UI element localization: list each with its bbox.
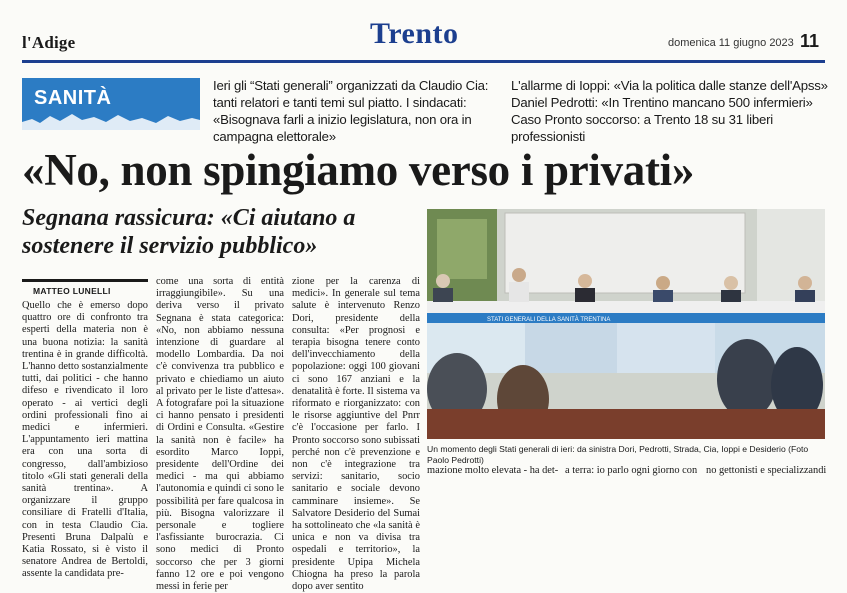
kicker-line: Daniel Pedrotti: «In Trentino mancano 500 infermieri» [511,95,813,110]
byline: MATTEO LUNELLI [33,286,111,296]
page-number: 11 [800,31,820,51]
kicker-line: L'allarme di Ioppi: «Via la politica dalle stanze dell'Apss» [511,78,828,93]
article-column-2: come una sorta di entità irraggiungibile». Su una deriva verso il privato Segnana è stata categorica: «No, non abbiamo nessuna intenzione di guardare al modello Lombardia. Da noi c'è convivenza tra pubblico e privato e chiediamo un aiuto al privato per le liste d'attesa». A fotografare poi la situazione ci hanno pensato i presidenti di Ordini e Consulta. «Gestire la sanità non è facile» ha esordito Marco Ioppi, presidente dell'Ordine dei medici - ma qui abbiamo l'autonomia e quindi ci sono le possibilità per fare qualcosa in più. Bisogna valorizzare il personale e togliere l'asfissiante burocrazia. Ci sono medici di Pronto soccorso che per 3 giorni fanno 12 ore e poi vengono messi in ferie per [156,276,284,593]
column-continuation: no gettonisti e specializzandi [706,465,827,476]
kicker-left: Ieri gli “Stati generali” organizzati da Claudio Cia: tanti relatori e tanti temi sul piatto. I sindacati: «Bisognava farli a inizio legislatura, non ora in campagna elettorale» [213,78,489,144]
conference-photo [427,209,825,439]
conference-photo-image [427,209,825,439]
author-rule [22,279,148,282]
column-continuation: a terra: io parlo ogni giorno con [565,465,698,476]
page-header [0,0,847,66]
section-badge-label: SANITÀ [34,87,112,109]
kicker-line: Caso Pronto soccorso: a Trento 18 su 31 liberi professionisti [511,112,774,144]
article-column-1: Quello che è emerso dopo quattro ore di confronto tra esperti della materia non è una buona notizia: la sanità trentina è in grande difficoltà. L'hanno detto sostanzialmente tutti, dai politici - che hanno difeso e rivendicato il loro operato - ai vertici degli ordini professionali fino ai medici e infermieri. L'appuntamento ieri mattina era con una sorta di congresso, dall'ambizioso titolo «Gli stati generali della sanità trentina». A organizzare il gruppo consiliare di Fratelli d'Italia, con in testa Claudio Cia. Presenti Bruna Dalpalù e Katia Rossato, si è visto il senatore Andrea de Bertoldi, assente la candidata pre- [22,300,148,580]
headline: «No, non spingiamo verso i privati» [22,145,695,195]
section-title: Trento [370,17,459,50]
section-badge [22,78,200,130]
subheadline: Segnana rassicura: «Ci aiutano a sostenere il servizio pubblico» [22,205,356,259]
column-continuation: mazione molto elevata - ha det- [427,465,559,476]
article-column-3: zione per la carenza di medici». In generale sul tema salute è intervenuto Renzo Dori, presidente della consulta: «Per prognosi e terapia bisogna tenere conto dell'invecchiamento della popolazione: oggi 100 giovani ci sono 167 anziani e la denatalità è forte. Il sistema va riformato e riorganizzato: con le risorse aggiuntive del Pnrr c'è l'occasione per farlo. I Pronto soccorso sono subissati perché non c'è prevenzione e non c'è integrazione tra servizi: sanitario, socio sanitario e sociale devono camminare insieme». Se Salvatore Desiderio del Sumai ha sottolineato che «la sanità è unica e non va divisa tra ospedali e territorio», la presidente Upipa Michela Chiogna ha preso la parola dopo aver sentito [292,276,420,593]
header-rule [22,60,825,63]
mountain-skyline-icon [22,110,200,130]
photo-caption: Un momento degli Stati generali di ieri: da sinistra Dori, Pedrotti, Strada, Cia, Ioppi e Desiderio (Foto Paolo Pedrotti) [427,444,809,465]
newspaper-logo: l'Adige [22,33,76,52]
kicker-right [511,77,831,145]
poster-banner: STATI GENERALI DELLA SANITÀ TRENTINA [487,317,611,323]
issue-date: domenica 11 giugno 2023 [668,37,794,49]
